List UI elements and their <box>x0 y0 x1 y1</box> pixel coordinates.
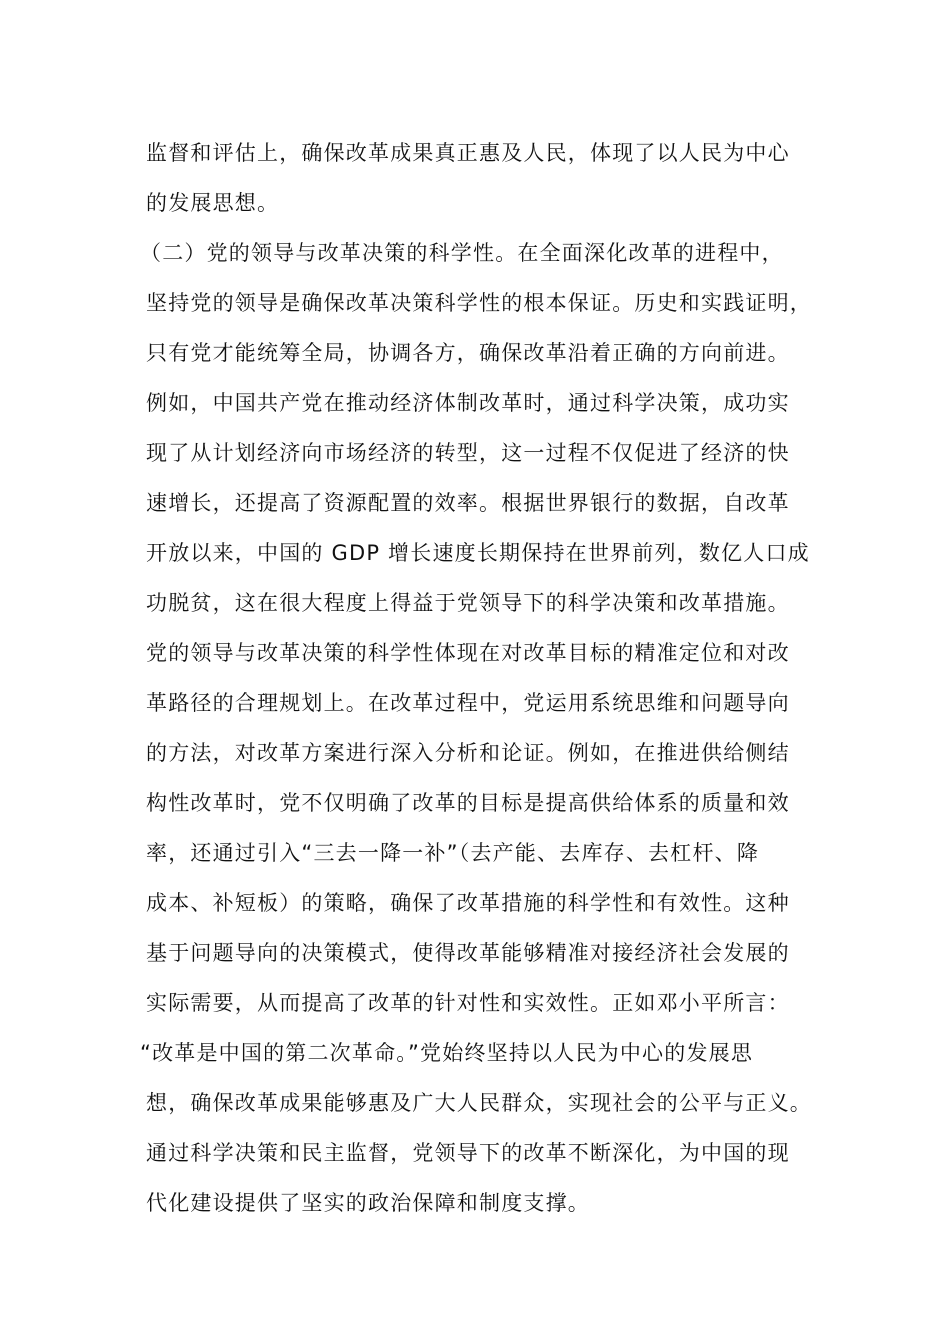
text-line: 的方法，对改革方案进行深入分析和论证。例如，在推进供给侧结 <box>146 741 790 765</box>
section-heading-line: （二）党的领导与改革决策的科学性。在全面深化改革的进程中， <box>140 241 784 265</box>
text-line: 现了从计划经济向市场经济的转型，这一过程不仅促进了经济的快 <box>146 441 790 465</box>
text-line: 率，还通过引入“三去一降一补”（去产能、去库存、去杠杆、降 <box>146 841 760 865</box>
text-line: 代化建设提供了坚实的政治保障和制度支撑。 <box>146 1191 590 1215</box>
text-line: 实际需要，从而提高了改革的针对性和实效性。正如邓小平所言： <box>146 991 790 1015</box>
text-line: 基于问题导向的决策模式，使得改革能够精准对接经济社会发展的 <box>146 941 790 965</box>
text-line: 想，确保改革成果能够惠及广大人民群众，实现社会的公平与正义。 <box>146 1091 812 1115</box>
text-line: 监督和评估上，确保改革成果真正惠及人民，体现了以人民为中心 <box>146 141 790 165</box>
text-line: 例如，中国共产党在推动经济体制改革时，通过科学决策，成功实 <box>146 391 790 415</box>
text-line: 的发展思想。 <box>146 191 280 215</box>
text-line: 党的领导与改革决策的科学性体现在对改革目标的精准定位和对改 <box>146 641 790 665</box>
body-text <box>140 128 836 1228</box>
text-line: 成本、补短板）的策略，确保了改革措施的科学性和有效性。这种 <box>146 891 790 915</box>
text-line: 开放以来，中国的 GDP 增长速度长期保持在世界前列，数亿人口成 <box>146 541 810 565</box>
text-line: 坚持党的领导是确保改革决策科学性的根本保证。历史和实践证明， <box>146 291 812 315</box>
text-line: 构性改革时，党不仅明确了改革的目标是提高供给体系的质量和效 <box>146 791 790 815</box>
text-line: 通过科学决策和民主监督，党领导下的改革不断深化，为中国的现 <box>146 1141 790 1165</box>
quote-line: “改革是中国的第二次革命。”党始终坚持以人民为中心的发展思 <box>140 1041 754 1065</box>
text-line: 只有党才能统筹全局，协调各方，确保改革沿着正确的方向前进。 <box>146 341 790 365</box>
text-line: 革路径的合理规划上。在改革过程中，党运用系统思维和问题导向 <box>146 691 790 715</box>
text-line: 速增长，还提高了资源配置的效率。根据世界银行的数据，自改革 <box>146 491 790 515</box>
text-line: 功脱贫，这在很大程度上得益于党领导下的科学决策和改革措施。 <box>146 591 790 615</box>
